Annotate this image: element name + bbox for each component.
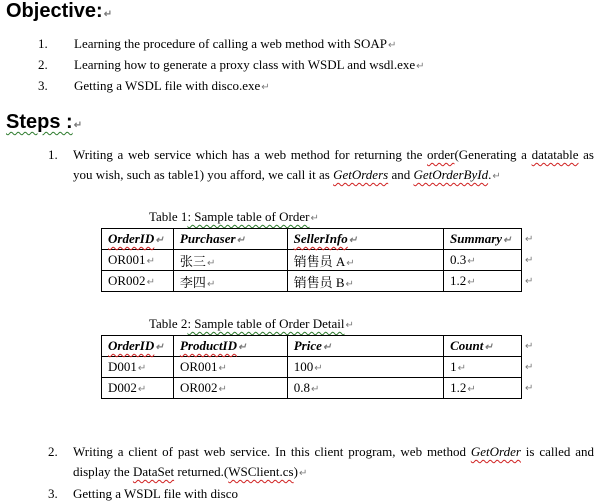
objective-item-2: 2. Learning how to generate a proxy class with WSDL and wsdl.exe↵	[38, 57, 425, 72]
table-cell: 1.2↵	[444, 271, 522, 292]
table-header-cell: Summary↵	[444, 229, 522, 250]
table-header-cell: ProductID↵	[173, 336, 287, 357]
table-header-cell: OrderID↵	[102, 336, 174, 357]
table-header-cell: Price↵	[287, 336, 443, 357]
step-2-paragraph: 2. Writing a client of past web service. In this client program, web method GetOrder is called and display the DataSet returned.(WSClient.cs)↵	[48, 444, 594, 479]
table-cell: D001↵	[102, 357, 174, 378]
table-cell: 0.8↵	[287, 378, 443, 399]
step-3-paragraph: 3. Getting a WSDL file with disco	[48, 486, 239, 501]
table-header-row	[102, 336, 522, 357]
objective-heading: Objective:↵	[6, 0, 113, 22]
order-detail-table	[101, 335, 522, 399]
table-header-cell: OrderID↵	[102, 229, 174, 250]
table-cell: OR001↵	[173, 357, 287, 378]
table-header-cell: SellerInfo↵	[287, 229, 443, 250]
table-cell: 100↵	[287, 357, 443, 378]
table-cell: 1.2↵	[444, 378, 522, 399]
table-cell: 李四↵	[173, 271, 287, 292]
row-end-mark: ↵	[525, 255, 534, 266]
steps-heading: Steps :↵	[6, 111, 83, 133]
table-2-caption: Table 2: Sample table of Order Detail↵	[149, 316, 354, 331]
step-1-paragraph: 1. Writing a web service which has a web method for returning the order(Generating a datatable as you wish, such as table1) you afford, we call it as GetOrders and GetOrderById.↵	[48, 147, 594, 182]
table-cell: D002↵	[102, 378, 174, 399]
table-cell: 销售员 A↵	[287, 250, 443, 271]
objective-item-3: 3. Getting a WSDL file with disco.exe↵	[38, 78, 270, 93]
table-cell: 1↵	[444, 357, 522, 378]
table-header-cell: Purchaser↵	[173, 229, 287, 250]
table-cell: 销售员 B↵	[287, 271, 443, 292]
order-table	[101, 228, 522, 292]
table-cell: 张三↵	[173, 250, 287, 271]
table-cell: OR002↵	[102, 271, 174, 292]
objective-item-1: 1. Learning the procedure of calling a web method with SOAP↵	[38, 36, 397, 51]
table-row	[102, 271, 522, 292]
table-cell: 0.3↵	[444, 250, 522, 271]
row-end-mark: ↵	[525, 341, 534, 352]
table-header-cell: Count↵	[444, 336, 522, 357]
table-1-caption: Table 1: Sample table of Order↵	[149, 209, 319, 224]
row-end-mark: ↵	[525, 234, 534, 245]
table-header-row	[102, 229, 522, 250]
row-end-mark: ↵	[525, 383, 534, 394]
table-row	[102, 250, 522, 271]
table-row	[102, 357, 522, 378]
row-end-mark: ↵	[525, 362, 534, 373]
row-end-mark: ↵	[525, 276, 534, 287]
table-cell: OR002↵	[173, 378, 287, 399]
table-cell: OR001↵	[102, 250, 174, 271]
table-row	[102, 378, 522, 399]
